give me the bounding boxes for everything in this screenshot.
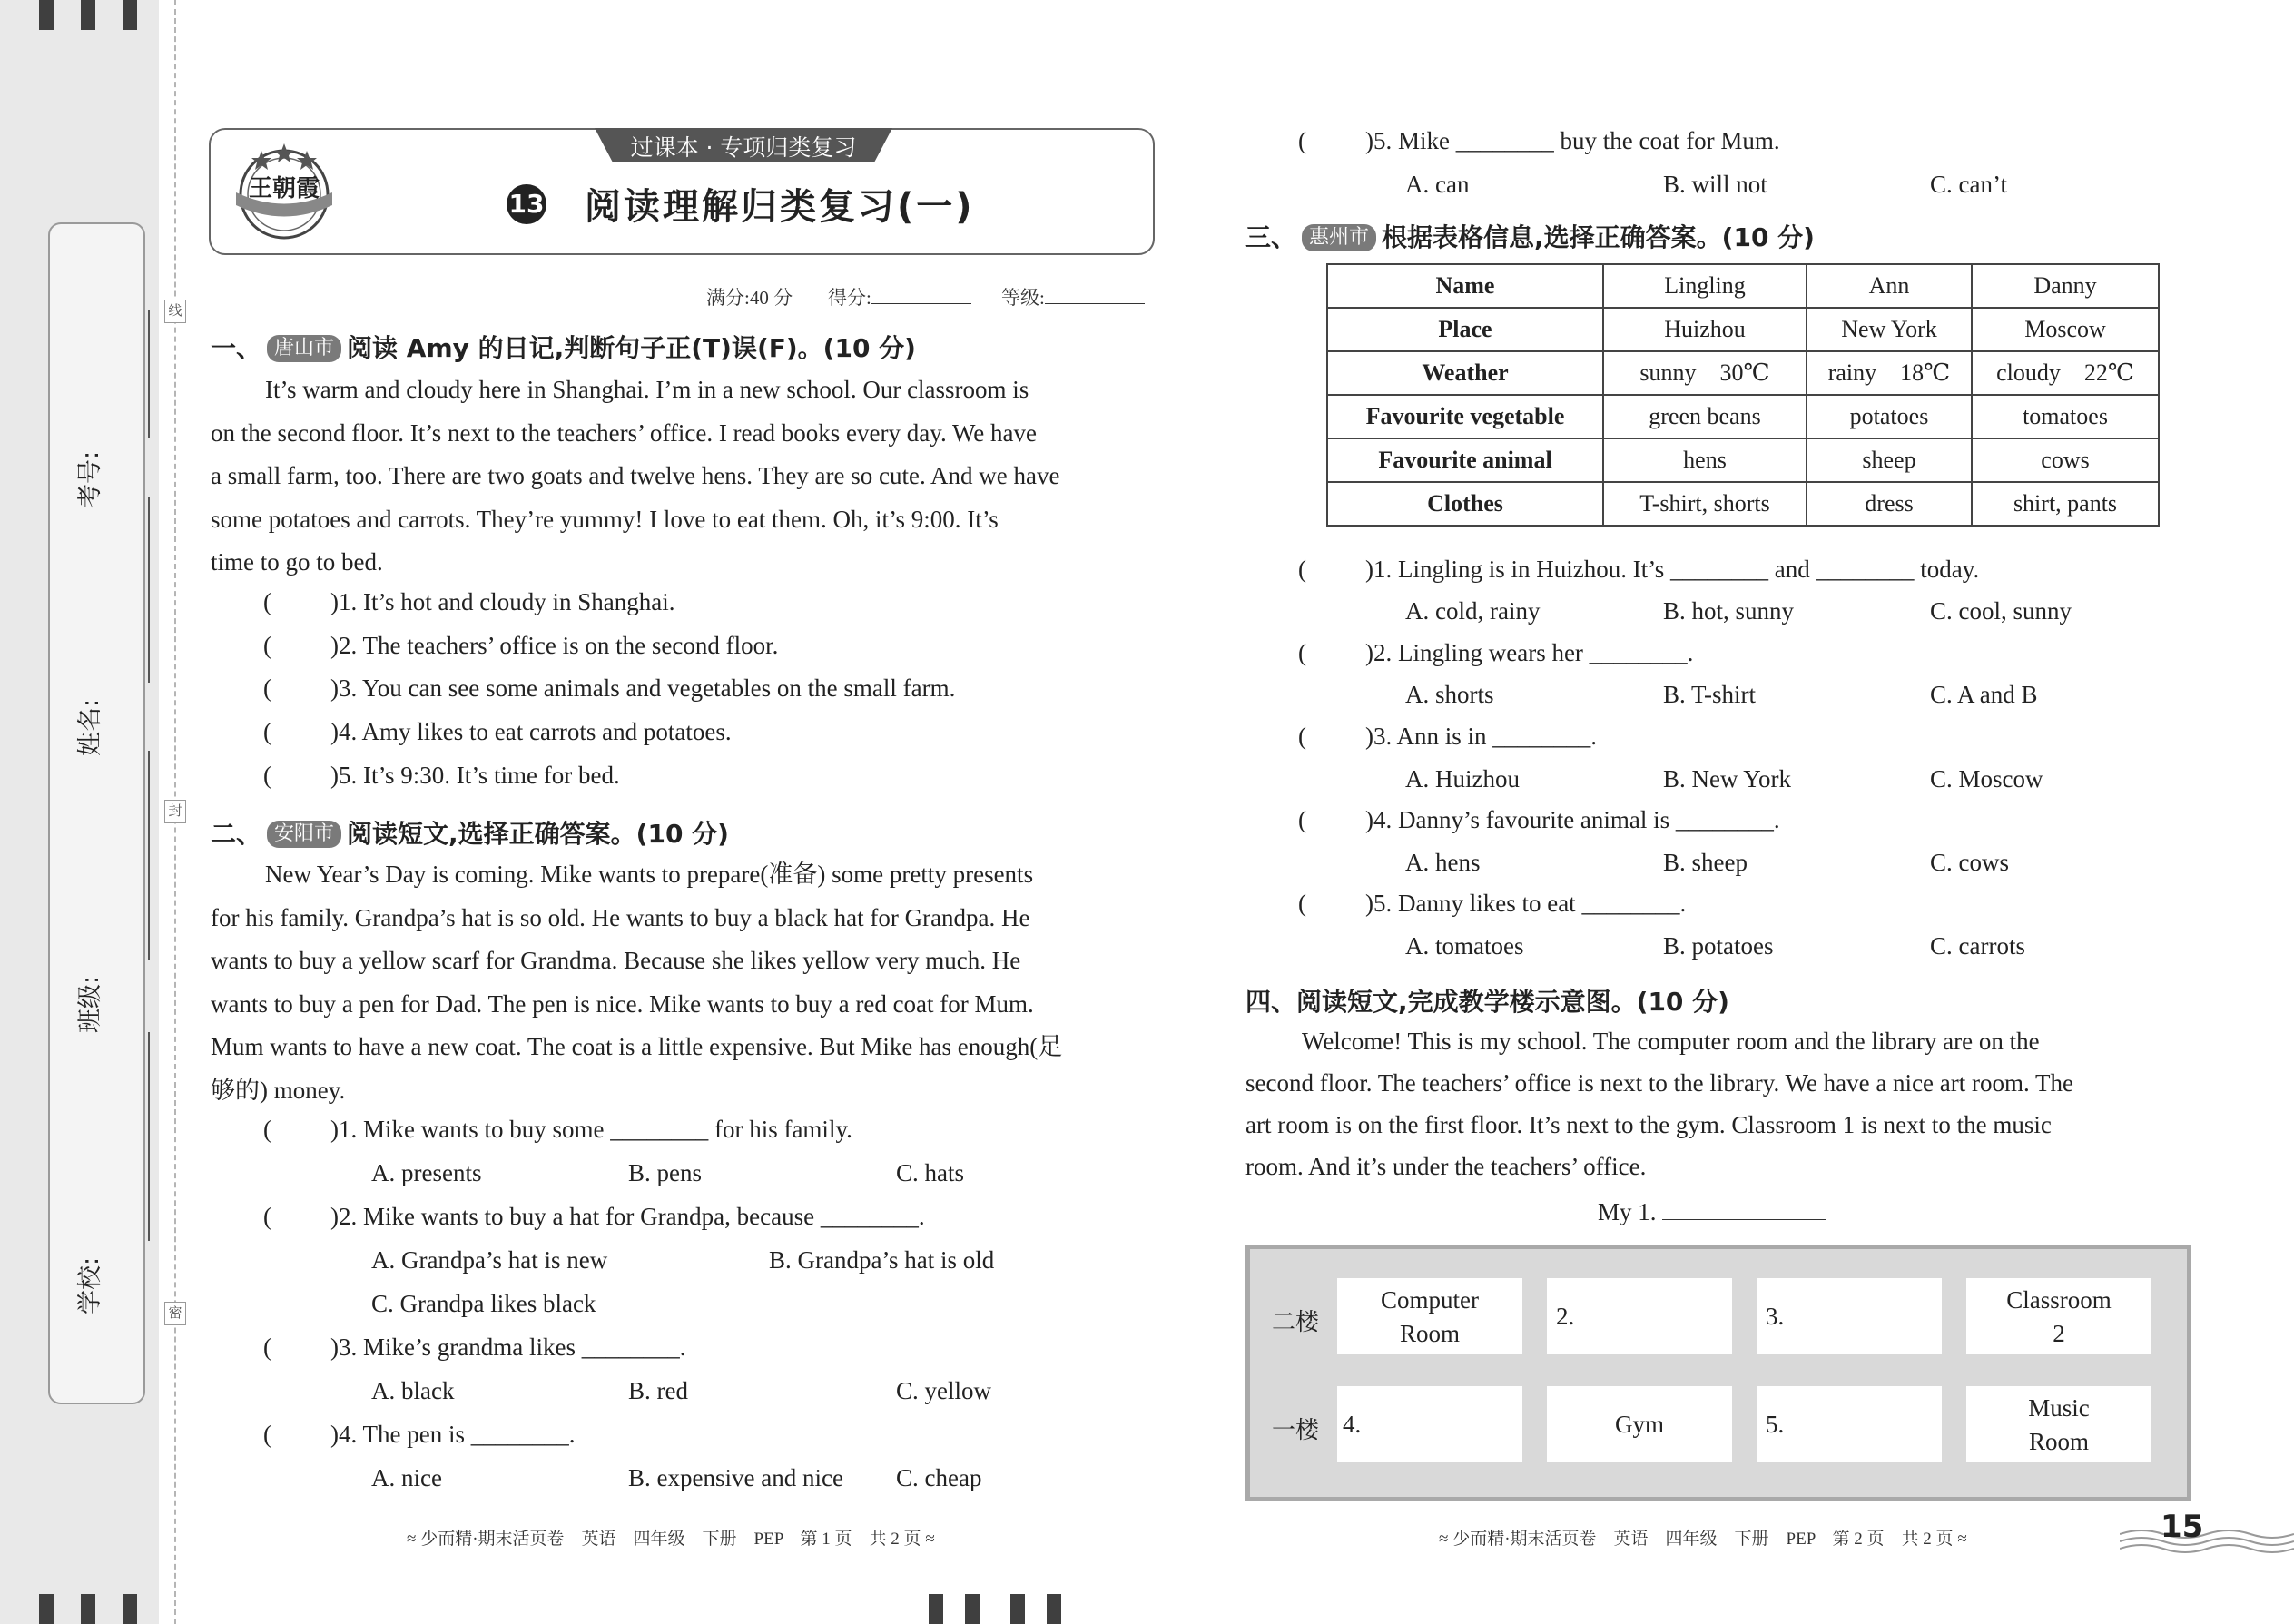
full-score: 满分:40 分 [706,287,793,309]
table-row [1327,308,2159,351]
option-b[interactable]: B. pens [628,1159,702,1186]
region-badge: 唐山市 [267,335,341,362]
option-a[interactable]: A. Grandpa’s hat is new [371,1246,608,1274]
option-b[interactable]: B. T-shirt [1663,681,1757,708]
crop-mark [929,1594,943,1624]
crop-mark [81,1594,95,1624]
option-b[interactable]: B. New York [1663,765,1792,792]
region-badge: 安阳市 [267,821,341,848]
floor-label: 二楼 [1272,1309,1320,1336]
section4-heading: 四、阅读短文,完成教学楼示意图。(10 分) [1245,987,1729,1017]
music-room: Music Room [1966,1386,2151,1462]
table-cell: sunny 30℃ [1603,351,1807,395]
student-info-box [48,222,145,1404]
footer-right: ≈ 少而精·期末活页卷 英语 四年级 下册 PEP 第 2 页 共 2 页 ≈ [1439,1530,1967,1549]
option-a[interactable]: A. hens [1405,849,1481,876]
section3-q1[interactable]: ( )1. Lingling is in Huizhou. It’s ________ and ________ today. [1298,556,1980,583]
fold-mark: 密 [164,1302,186,1325]
score-label: 得分: [828,283,971,310]
classroom-2: Classroom 2 [1966,1278,2151,1354]
option-a[interactable]: A. cold, rainy [1405,597,1541,625]
crop-mark [39,1594,54,1624]
table-row [1327,482,2159,526]
option-c[interactable]: C. Grandpa likes black [371,1290,596,1317]
section3-q5[interactable]: ( )5. Danny likes to eat ________. [1298,890,1687,917]
table-cell: Weather [1327,351,1603,395]
logo-text: 王朝霞 [248,175,320,202]
table-cell: cows [1972,438,2159,482]
table-cell: Favourite vegetable [1327,395,1603,438]
section1-q2[interactable]: ( )2. The teachers’ office is on the second floor. [263,632,779,659]
option-a[interactable]: A. black [371,1377,455,1404]
table-cell: hens [1603,438,1807,482]
option-c[interactable]: C. can’t [1930,171,2007,198]
option-b[interactable]: B. hot, sunny [1663,597,1795,625]
section2-q5[interactable]: ( )5. Mike ________ buy the coat for Mum. [1298,127,1780,154]
option-b[interactable]: B. will not [1663,171,1767,198]
section2-heading: 二、 安阳市 阅读短文,选择正确答案。(10 分) [211,819,729,849]
page-number: 15 [2161,1509,2204,1545]
option-c[interactable]: C. Moscow [1930,765,2043,792]
school-label: 学校: [76,1256,105,1315]
table-row [1327,264,2159,308]
header-banner-text: 过课本 · 专项归类复习 [630,134,857,161]
section1-q5[interactable]: ( )5. It’s 9:30. It’s time for bed. [263,762,620,789]
section4-passage: Welcome! This is my school. The computer room and the library are on the second floor. The teachers’ office is next to the library. We have a nice art room. The art room is on the first floor. It’s next to the gym. Classroom 1 is next to the music room. And it’s under the teachers’ office. [1245,1028,2073,1180]
page-title: 阅读理解归类复习(一) [585,186,975,228]
section1-q1[interactable]: ( )1. It’s hot and cloudy in Shanghai. [263,588,675,615]
table-cell: Favourite animal [1327,438,1603,482]
room-blank-4[interactable]: 4. [1337,1386,1522,1462]
table-row [1327,395,2159,438]
table-cell: Ann [1807,264,1972,308]
name-line[interactable] [148,497,150,683]
option-c[interactable]: C. carrots [1930,932,2025,960]
option-c[interactable]: C. hats [896,1159,965,1186]
table-cell: Clothes [1327,482,1603,526]
table-cell: cloudy 22℃ [1972,351,2159,395]
section2-passage: New Year’s Day is coming. Mike wants to prepare(准备) some pretty presents for his family. Grandpa’s hat is so old. He wants to buy a black hat for Grandpa. He wants to buy a yellow scarf for Grandma. Because she likes yellow very much. He wants to buy a pen for Dad. The pen is nice. Mike wants to buy a red coat for Mum. Mum wants to have a new coat. The coat is a little expensive. But Mike has enough(足 够的) money. [211,861,1063,1104]
option-b[interactable]: B. sheep [1663,849,1748,876]
score-blank[interactable] [871,303,971,304]
info-table [1326,263,2160,527]
section1-q3[interactable]: ( )3. You can see some animals and vegetables on the small farm. [263,674,956,702]
section1-passage: It’s warm and cloudy here in Shanghai. I’m in a new school. Our classroom is on the second floor. It’s next to the teachers’ office. I read books every day. We have a small farm, too. There are two goats and twelve hens. They are so cute. And we have some potatoes and carrots. They’re yummy! I love to eat them. Oh, it’s 9:00. It’s time to go to bed. [211,376,1060,576]
table-cell: Moscow [1972,308,2159,351]
crop-mark [81,0,95,30]
table-cell: sheep [1807,438,1972,482]
crop-mark [123,1594,137,1624]
diagram-title[interactable]: My 1. [1598,1198,1826,1226]
table-cell: green beans [1603,395,1807,438]
option-a[interactable]: A. Huizhou [1405,765,1520,792]
table-cell: tomatoes [1972,395,2159,438]
option-b[interactable]: B. potatoes [1663,932,1774,960]
option-a[interactable]: A. can [1405,171,1470,198]
section2-q1[interactable]: ( )1. Mike wants to buy some ________ for his family. [263,1116,852,1143]
table-cell: Lingling [1603,264,1807,308]
grade-label: 等级: [1001,283,1145,310]
option-c[interactable]: C. A and B [1930,681,2038,708]
crop-mark [965,1594,980,1624]
class-label: 班级: [76,975,105,1034]
section2-q4[interactable]: ( )4. The pen is ________. [263,1421,576,1448]
id-line[interactable] [148,310,150,438]
option-c[interactable]: C. yellow [896,1377,991,1404]
option-c[interactable]: C. cheap [896,1464,982,1491]
gym: Gym [1547,1386,1732,1462]
option-a[interactable]: A. presents [371,1159,482,1186]
floor-label: 一楼 [1272,1417,1320,1444]
grade-blank[interactable] [1045,303,1145,304]
section2-q3[interactable]: ( )3. Mike’s grandma likes ________. [263,1334,686,1361]
crop-mark [123,0,137,30]
fold-mark: 线 [164,300,186,323]
publisher-logo-icon [225,138,343,242]
option-a[interactable]: A. nice [371,1464,442,1491]
room-blank-3[interactable]: 3. [1757,1278,1942,1354]
name-label: 姓名: [76,698,105,757]
room-blank-2[interactable]: 2. [1547,1278,1732,1354]
option-b[interactable]: B. expensive and nice [628,1464,843,1491]
room-blank-5[interactable]: 5. [1757,1386,1942,1462]
class-line[interactable] [148,751,150,960]
table-row [1327,351,2159,395]
table-row [1327,438,2159,482]
unit-number: 13 [507,184,546,224]
id-label: 考号: [76,450,105,509]
section3-q2[interactable]: ( )2. Lingling wears her ________. [1298,639,1694,666]
crop-mark [1010,1594,1025,1624]
table-cell: T-shirt, shorts [1603,482,1807,526]
section3-q4[interactable]: ( )4. Danny’s favourite animal is ________. [1298,806,1780,833]
computer-room: Computer Room [1337,1278,1522,1354]
region-badge: 惠州市 [1302,224,1376,251]
school-line[interactable] [148,1032,150,1241]
table-cell: Name [1327,264,1603,308]
table-cell: shirt, pants [1972,482,2159,526]
crop-mark [1047,1594,1061,1624]
section1-heading: 一、 唐山市 阅读 Amy 的日记,判断句子正(T)误(F)。(10 分) [211,333,916,363]
option-a[interactable]: A. tomatoes [1405,932,1524,960]
section3-q3[interactable]: ( )3. Ann is in ________. [1298,723,1598,750]
option-c[interactable]: C. cows [1930,849,2009,876]
option-b[interactable]: B. Grandpa’s hat is old [769,1246,995,1274]
section3-heading: 三、 惠州市 根据表格信息,选择正确答案。(10 分) [1245,222,1815,252]
table-cell: dress [1807,482,1972,526]
building-diagram [1245,1245,2191,1501]
table-cell: Huizhou [1603,308,1807,351]
option-a[interactable]: A. shorts [1405,681,1494,708]
table-cell: potatoes [1807,395,1972,438]
table-cell: rainy 18℃ [1807,351,1972,395]
table-cell: New York [1807,308,1972,351]
option-b[interactable]: B. red [628,1377,688,1404]
fold-mark: 封 [164,800,186,823]
wave-decoration-icon [2120,1527,2294,1554]
option-c[interactable]: C. cool, sunny [1930,597,2072,625]
section2-q2[interactable]: ( )2. Mike wants to buy a hat for Grandpa, because ________. [263,1203,925,1230]
table-cell: Place [1327,308,1603,351]
section1-q4[interactable]: ( )4. Amy likes to eat carrots and potatoes. [263,718,732,745]
crop-mark [39,0,54,30]
footer-left: ≈ 少而精·期末活页卷 英语 四年级 下册 PEP 第 1 页 共 2 页 ≈ [407,1530,935,1549]
table-cell: Danny [1972,264,2159,308]
